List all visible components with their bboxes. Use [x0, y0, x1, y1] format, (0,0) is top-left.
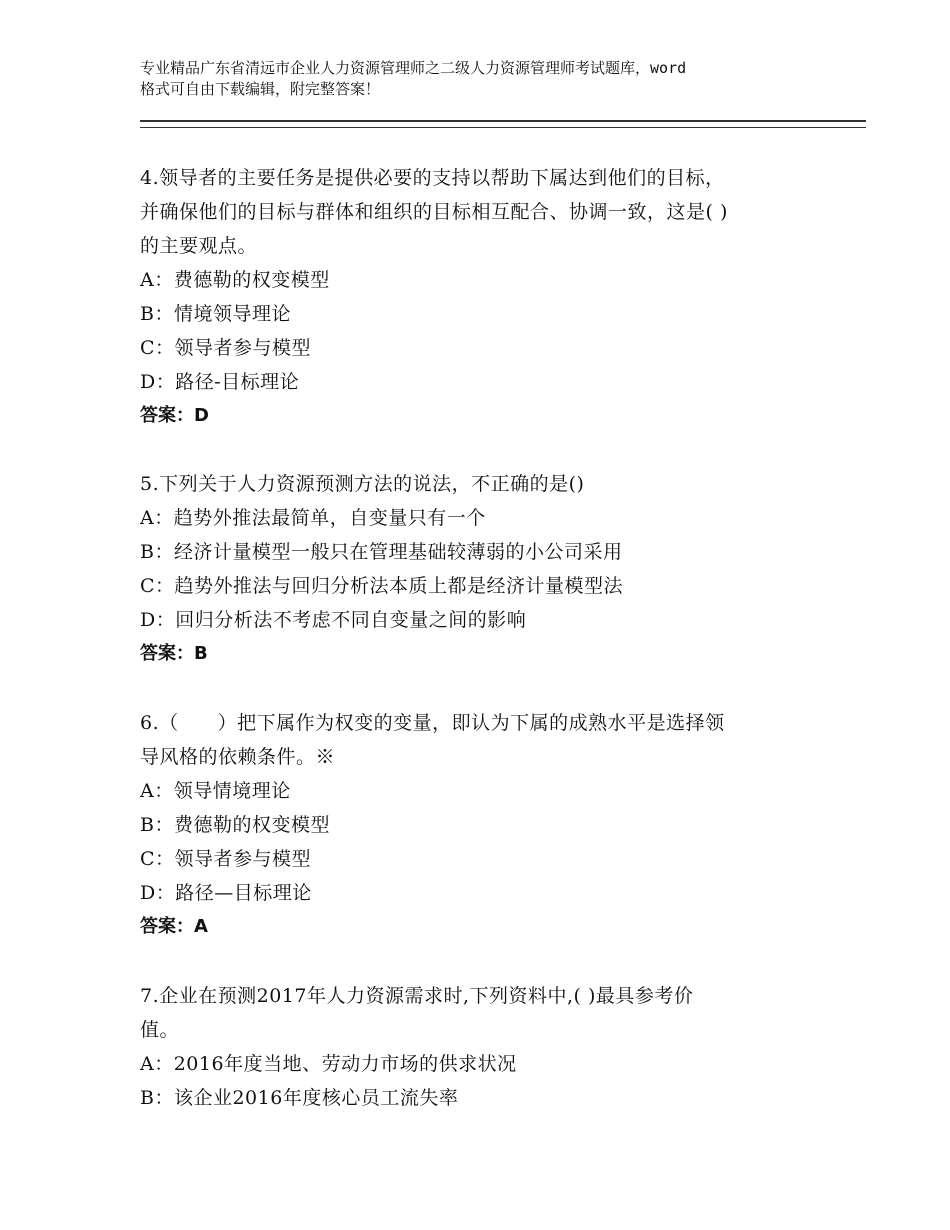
header-line-1: 专业精品广东省清远市企业人力资源管理师之二级人力资源管理师考试题库，word — [140, 59, 687, 77]
stem-line: 并确保他们的目标与群体和组织的目标相互配合、协调一致，这是( ) — [140, 201, 728, 223]
option-b: B：情境领导理论 — [140, 303, 291, 325]
question-6 — [140, 706, 840, 944]
option-a: A：趋势外推法最简单，自变量只有一个 — [140, 507, 486, 529]
stem-line: 导风格的依赖条件。※ — [140, 746, 336, 768]
question-stem — [140, 706, 840, 774]
header-line-2: 格式可自由下载编辑，附完整答案！ — [140, 80, 381, 98]
question-stem — [140, 161, 840, 263]
answer-label: 答案：D — [140, 405, 209, 426]
option-a: A：领导情境理论 — [140, 780, 291, 802]
option-c: C：领导者参与模型 — [140, 337, 312, 359]
option-b: B：费德勒的权变模型 — [140, 814, 330, 836]
answer-label: 答案：A — [140, 916, 208, 937]
option-d: D：路径-目标理论 — [140, 371, 300, 393]
question-stem — [140, 979, 840, 1047]
answer-label: 答案：B — [140, 643, 208, 664]
option-b: B：经济计量模型一般只在管理基础较薄弱的小公司采用 — [140, 541, 623, 563]
question-7 — [140, 979, 840, 1115]
document-header — [140, 58, 840, 100]
question-5 — [140, 467, 840, 671]
stem-line: 值。 — [140, 1019, 180, 1041]
option-d: D：回归分析法不考虑不同自变量之间的影响 — [140, 609, 527, 631]
header-divider — [140, 120, 866, 128]
question-4 — [140, 161, 840, 433]
option-a: A：费德勒的权变模型 — [140, 269, 330, 291]
stem-line: 7.企业在预测2017年人力资源需求时,下列资料中,( )最具参考价 — [140, 985, 694, 1007]
question-stem — [140, 467, 840, 501]
option-c: C：趋势外推法与回归分析法本质上都是经济计量模型法 — [140, 575, 624, 597]
stem-line: 4.领导者的主要任务是提供必要的支持以帮助下属达到他们的目标， — [140, 167, 725, 189]
option-d: D：路径—目标理论 — [140, 882, 312, 904]
option-c: C：领导者参与模型 — [140, 848, 312, 870]
stem-line: 6.（ ）把下属作为权变的变量，即认为下属的成熟水平是选择领 — [140, 712, 725, 734]
stem-line: 的主要观点。 — [140, 235, 258, 257]
option-a: A：2016年度当地、劳动力市场的供求状况 — [140, 1053, 517, 1075]
option-b: B：该企业2016年度核心员工流失率 — [140, 1087, 459, 1109]
stem-line: 5.下列关于人力资源预测方法的说法，不正确的是() — [140, 473, 585, 495]
